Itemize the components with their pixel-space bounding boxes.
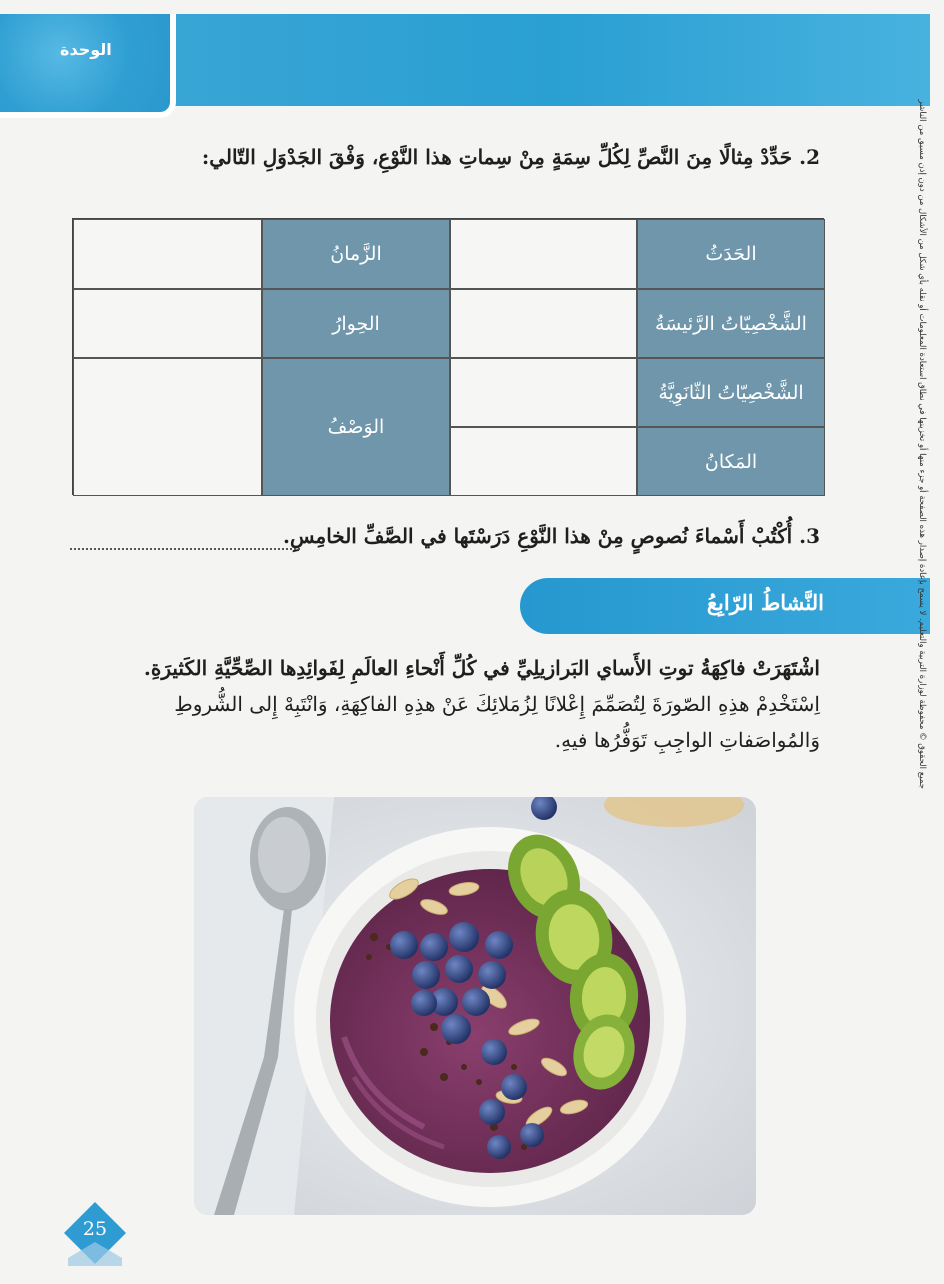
table-header-cell: الشَّخْصِيّاتُ الرَّئيسَةُ	[637, 289, 825, 358]
page-number-badge	[62, 1200, 128, 1266]
table-header-cell: الوَصْفُ	[262, 358, 450, 496]
copyright-note: جميع الحقوق © محفوظة لوزارة التربية والتعليم. لا يسمح بإعادة إصدار هذه الصفحة أو جزء منها أو تخزينها في نطاق استعادة المعلومات أو نقله بأي شكل من الأشكال من دون إذن مسبق من الناشر	[917, 99, 927, 789]
question-2: 2. حَدِّدْ مِثالًا مِنَ النَّصِّ لِكُلِّ سِمَةٍ مِنْ سِماتِ هذا النَّوْعِ، وَفْقَ الجَدْوَلِ التّالي:	[201, 145, 820, 169]
answer-cell[interactable]	[73, 219, 262, 289]
answer-line[interactable]	[70, 548, 300, 550]
features-table	[72, 218, 824, 495]
table-header-cell: الحِوارُ	[262, 289, 450, 358]
answer-cell[interactable]	[73, 289, 262, 358]
table-header-cell: المَكانُ	[637, 427, 825, 496]
activity-header	[520, 578, 930, 634]
answer-cell[interactable]	[73, 358, 262, 496]
answer-cell[interactable]	[450, 289, 637, 358]
answer-cell[interactable]	[450, 358, 637, 427]
table-header-cell: الشَّخْصِيّاتُ الثّانَوِيَّةُ	[637, 358, 825, 427]
answer-cell[interactable]	[450, 427, 637, 496]
page-number: 25	[82, 1218, 108, 1240]
activity-instruction: اِسْتَخْدِمْ هذِهِ الصّورَةَ لِتُصَمِّمَ إِعْلانًا لِزُمَلائِكَ عَنْ هذِهِ الفاكِهَةِ، وَانْتَبِهْ إِلى الشُّروطِ	[174, 692, 820, 716]
answer-cell[interactable]	[450, 219, 637, 289]
unit-tab	[0, 14, 176, 118]
table-header-cell: الحَدَثُ	[637, 219, 825, 289]
acai-bowl-photo	[194, 797, 756, 1215]
activity-intro: اشْتَهَرَتْ فاكِهَةُ توتِ الأَساي البَرازيلِيِّ في كُلِّ أَنْحاءِ العالَمِ لِفَوائِدِها الصِّحِّيَّةِ الكَثيرَةِ.	[143, 656, 820, 680]
question-3: 3. أُكْتُبْ أَسْماءَ نُصوصٍ مِنْ هذا النَّوْعِ دَرَسْتَها في الصَّفِّ الخامِسِ.	[283, 524, 820, 548]
table-header-cell: الزَّمانُ	[262, 219, 450, 289]
activity-title: النَّشاطُ الرّابِعُ	[706, 590, 824, 615]
unit-label: الوحدة	[60, 40, 112, 59]
activity-instruction-cont: وَالمُواصَفاتِ الواجِبِ تَوَفُّرُها فيهِ.	[554, 728, 820, 752]
